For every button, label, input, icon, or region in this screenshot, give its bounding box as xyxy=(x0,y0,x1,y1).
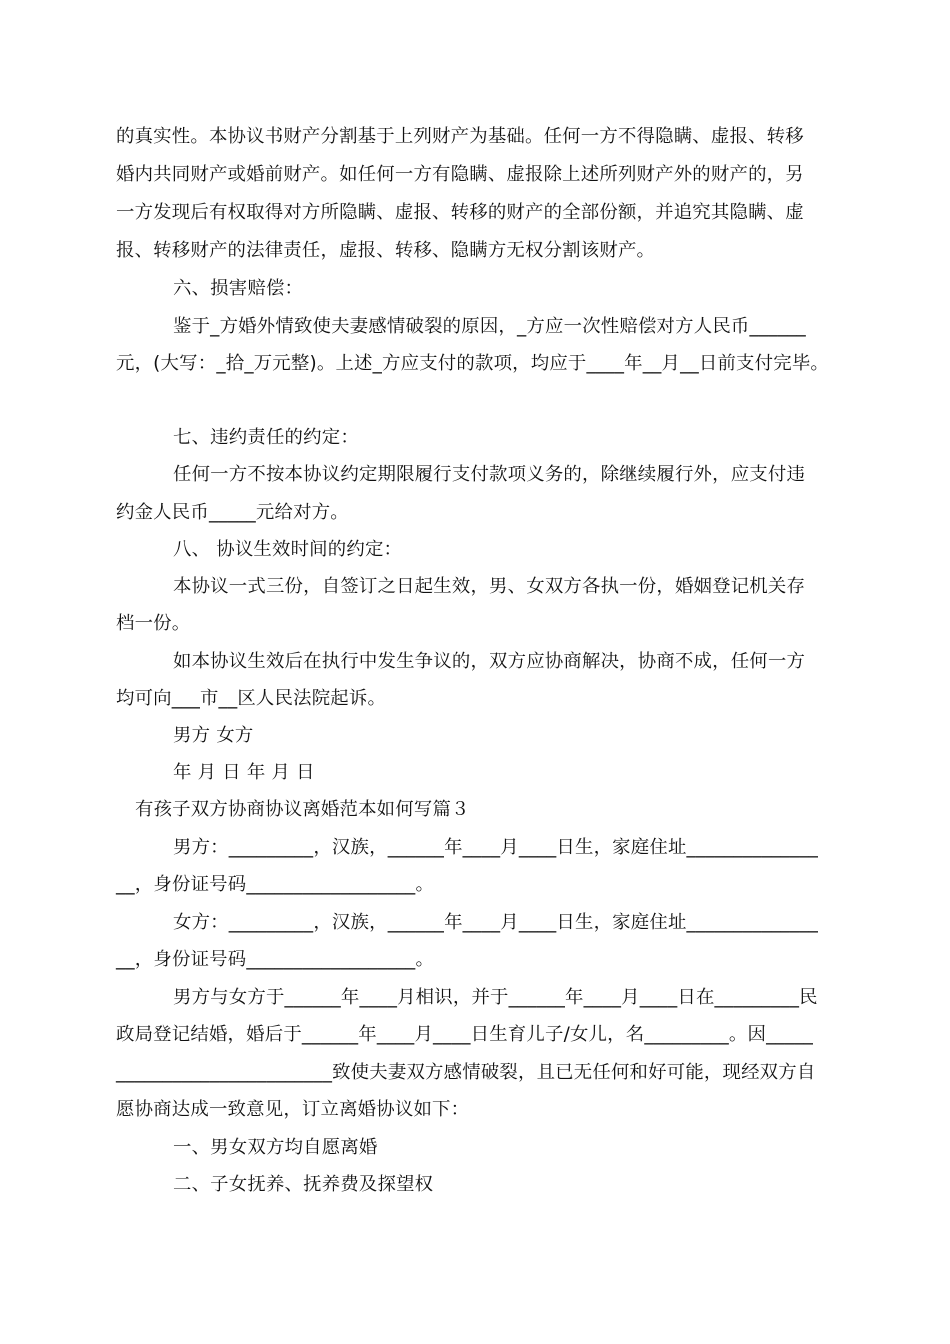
paragraph-line: 婚内共同财产或婚前财产。如任何一方有隐瞒、虚报除上述所列财产外的财产的，另 xyxy=(116,164,804,185)
paragraph-line: 政局登记结婚，婚后于______年____月____日生育儿子/女儿，名_________。因_____ xyxy=(116,1024,814,1045)
section-heading: 二、子女抚养、抚养费及探望权 xyxy=(173,1174,434,1195)
paragraph-line: _______________________致使夫妻双方感情破裂，且已无任何和好可能，现经双方自 xyxy=(116,1062,816,1083)
signature-line: 男方 女方 xyxy=(173,725,254,746)
paragraph-line: 如本协议生效后在执行中发生争议的，双方应协商解决，协商不成，任何一方 xyxy=(173,651,806,672)
article-title: 有孩子双方协商协议离婚范本如何写篇３ xyxy=(135,799,470,820)
paragraph-line: 报、转移财产的法律责任，虚报、转移、隐瞒方无权分割该财产。 xyxy=(116,240,656,261)
paragraph-line: 元，(大写：_拾_万元整)。上述_方应支付的款项，均应于____年__月__日前支付完毕。 xyxy=(116,353,829,374)
paragraph-line: 均可向___市__区人民法院起诉。 xyxy=(116,688,387,709)
paragraph-line: __，身份证号码__________________。 xyxy=(116,949,435,970)
paragraph-line: 本协议一式三份，自签订之日起生效，男、女双方各执一份，婚姻登记机关存 xyxy=(173,576,806,597)
paragraph-line: __，身份证号码__________________。 xyxy=(116,874,435,895)
paragraph-line: 档一份。 xyxy=(116,613,191,634)
paragraph-line: 鉴于_方婚外情致使夫妻感情破裂的原因，_方应一次性赔偿对方人民币______ xyxy=(173,316,806,337)
paragraph-line: 一方发现后有权取得对方所隐瞒、虚报、转移的财产的全部份额，并追究其隐瞒、虚 xyxy=(116,202,804,223)
paragraph-line: 男方与女方于______年____月相识，并于______年____月____日在_________民 xyxy=(173,987,818,1008)
paragraph-line: 任何一方不按本协议约定期限履行支付款项义务的，除继续履行外，应支付违 xyxy=(173,464,806,485)
paragraph-line: 女方：_________，汉族，______年____月____日生，家庭住址______________ xyxy=(173,912,819,933)
paragraph-line: 约金人民币_____元给对方。 xyxy=(116,502,349,523)
date-line: 年 月 日 年 月 日 xyxy=(173,762,315,783)
section-heading: 一、男女双方均自愿离婚 xyxy=(173,1137,378,1158)
paragraph-line: 愿协商达成一致意见，订立离婚协议如下： xyxy=(116,1099,470,1120)
paragraph-line: 的真实性。本协议书财产分割基于上列财产为基础。任何一方不得隐瞒、虚报、转移 xyxy=(116,126,804,147)
section-heading: 八、 协议生效时间的约定： xyxy=(173,539,403,560)
paragraph-line: 男方：_________，汉族，______年____月____日生，家庭住址______________ xyxy=(173,837,819,858)
section-heading: 六、损害赔偿： xyxy=(173,278,304,299)
section-heading: 七、违约责任的约定： xyxy=(173,427,359,448)
